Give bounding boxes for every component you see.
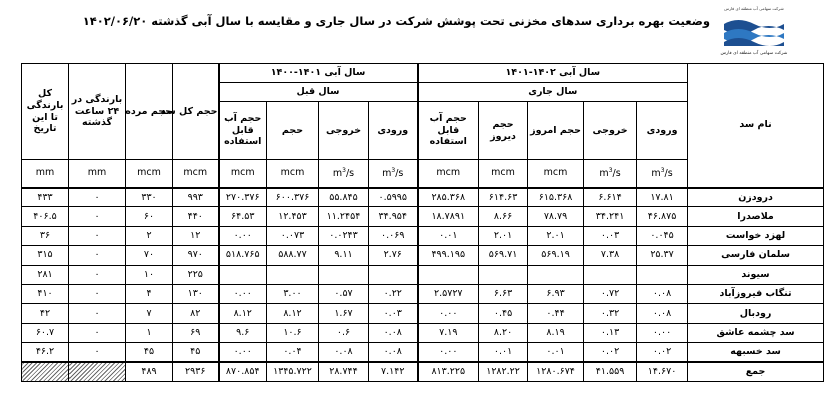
cell-c-yest: ۰.۴۵ [479,304,528,323]
cell-c-today: ۰.۰۱ [528,343,584,362]
header-c-volume-yesterday: حجم دیروز [479,102,528,160]
cell-name: سلمان فارسی [688,246,824,265]
cell-p-out [319,265,369,284]
table-row [22,265,824,284]
cell-p-in: ۰.۰۳ [369,304,418,323]
cell-c-use: ۰.۰۰ [418,304,479,323]
cell-c-today: ۷۸.۷۹ [528,207,584,226]
unit-rain24: mm [69,160,126,188]
cell-c-use: ۲.۵۷۲۷ [418,284,479,303]
cell-c-in: ۰.۰۸ [637,304,688,323]
cell-p-vol [267,265,319,284]
table-row [22,323,824,342]
cell-c-in [637,265,688,284]
cell-rain24: ۰ [69,284,126,303]
cell-c-in: ۰.۰۲ [637,343,688,362]
cell-c-out: ۰.۱۳ [584,323,637,342]
cell-p-in: ۳۴.۹۵۴ [369,207,418,226]
cell-c-use: ۴۹۹.۱۹۵ [418,246,479,265]
cell-c-yest: ۸.۶۶ [479,207,528,226]
cell-p-out: ۲۸.۷۴۴ [319,362,369,381]
cell-rain24: ۰ [69,207,126,226]
cell-total: ۲۲۵ [173,265,219,284]
cell-c-out: ۳۴.۲۴۱ [584,207,637,226]
cell-c-in: ۴۶.۸۷۵ [637,207,688,226]
header-year-current: سال آبی ۱۴۰۲-۱۴۰۱ [418,64,688,83]
cell-p-use [219,265,267,284]
cell-c-in: ۲۵.۳۷ [637,246,688,265]
header-c-outflow: خروجی [584,102,637,160]
cell-p-use: ۹.۶ [219,323,267,342]
cell-c-in: ۰.۰۴۵ [637,226,688,245]
cell-p-vol: ۱۰.۶ [267,323,319,342]
cell-name: ملاصدرا [688,207,824,226]
logo-text-bottom: شرکت سهامی آب منطقه ای فارس [720,51,788,56]
header-c-inflow: ورودی [637,102,688,160]
cell-c-use: ۷.۱۹ [418,323,479,342]
table-row [22,188,824,207]
cell-p-in [369,265,418,284]
unit-p-vol: mcm [267,160,319,188]
cell-dead: ۱ [126,323,173,342]
cell-c-use: ۸۱۳.۲۲۵ [418,362,479,381]
cell-dead: ۳۳۰ [126,188,173,207]
cell-total: ۸۲ [173,304,219,323]
cell-p-vol: ۱۳۴۵.۷۲۲ [267,362,319,381]
cell-c-use [418,265,479,284]
cell-c-today: ۶۱۵.۳۶۸ [528,188,584,207]
header-previous-label: سال قبل [219,83,418,102]
cell-c-today: ۶.۹۳ [528,284,584,303]
header-dam-name: نام سد [688,64,824,188]
cell-p-vol: ۰.۰۴ [267,343,319,362]
cell-total: ۴۴۰ [173,207,219,226]
cell-dead: ۷۰ [126,246,173,265]
page-title: وضعیت بهره برداری سدهای مخزنی تحت پوشش شرکت در سال جاری و مقایسه با سال آبی گذشته ۱۴۰۲/۰۶/۲۰ [82,14,710,28]
cell-c-in: ۰.۰۰ [637,323,688,342]
unit-c-use: mcm [418,160,479,188]
cell-p-use: ۵۱۸.۷۶۵ [219,246,267,265]
table-row [22,284,824,303]
cell-name: سد چشمه عاشق [688,323,824,342]
cell-rain24: ۰ [69,246,126,265]
cell-c-use: ۰.۰۰ [418,343,479,362]
cell-p-use: ۸۷۰.۸۵۴ [219,362,267,381]
cell-name: رودبال [688,304,824,323]
header-c-volume-today: حجم امروز [528,102,584,160]
cell-total: ۱۳۰ [173,284,219,303]
cell-p-use: ۸.۱۲ [219,304,267,323]
cell-c-out: ۰.۰۲ [584,343,637,362]
cell-rain24: ۰ [69,226,126,245]
cell-c-today [528,265,584,284]
cell-rain [22,362,69,381]
cell-rain: ۴۶.۲ [22,343,69,362]
cell-name: جمع [688,362,824,381]
cell-c-out: ۶.۶۱۴ [584,188,637,207]
cell-c-yest: ۶۱۴.۶۳ [479,188,528,207]
cell-c-yest: ۸.۲۰ [479,323,528,342]
cell-rain: ۴۱۰ [22,284,69,303]
cell-c-today: ۲.۰۱ [528,226,584,245]
cell-c-out [584,265,637,284]
cell-p-out: ۵۵.۸۴۵ [319,188,369,207]
cell-dead: ۲ [126,226,173,245]
cell-name: سیوند [688,265,824,284]
cell-p-use: ۰.۰۰ [219,226,267,245]
cell-p-use: ۰.۰۰ [219,343,267,362]
cell-p-out: ۰.۵۷ [319,284,369,303]
cell-p-vol: ۰.۰۷۳ [267,226,319,245]
cell-rain: ۳۱۵ [22,246,69,265]
cell-p-in: ۰.۵۹۹۵ [369,188,418,207]
cell-rain: ۴۲ [22,304,69,323]
cell-total: ۴۵ [173,343,219,362]
cell-rain: ۴۳۳ [22,188,69,207]
cell-name: درودزن [688,188,824,207]
cell-c-today: ۱۲۸۰.۶۷۴ [528,362,584,381]
unit-p-inflow: $m^3/s$ [369,160,418,188]
cell-p-vol: ۳.۰۰ [267,284,319,303]
cell-c-yest [479,265,528,284]
cell-c-yest: ۲.۰۱ [479,226,528,245]
cell-p-in: ۰.۲۲ [369,284,418,303]
cell-c-use: ۲۸۵.۳۶۸ [418,188,479,207]
cell-dead: ۴ [126,284,173,303]
unit-c-inflow: $m^3/s$ [637,160,688,188]
table-row [22,304,824,323]
table-row [22,246,824,265]
cell-p-in: ۰.۰۸ [369,323,418,342]
cell-c-out: ۰.۰۳ [584,226,637,245]
cell-c-out: ۴۱.۵۵۹ [584,362,637,381]
cell-c-yest: ۵۶۹.۷۱ [479,246,528,265]
cell-dead: ۶۰ [126,207,173,226]
cell-p-in: ۲.۷۶ [369,246,418,265]
cell-p-use: ۲۷۰.۳۷۶ [219,188,267,207]
cell-rain24: ۰ [69,323,126,342]
cell-c-in: ۱۷.۸۱ [637,188,688,207]
cell-p-out: ۱.۶۷ [319,304,369,323]
cell-rain24 [69,362,126,381]
company-logo [716,2,792,56]
dam-status-table [21,63,824,382]
table-row [22,207,824,226]
unit-c-today: mcm [528,160,584,188]
cell-p-in: ۷.۱۴۲ [369,362,418,381]
cell-c-out: ۰.۷۲ [584,284,637,303]
cell-total: ۶۹ [173,323,219,342]
cell-dead: ۴۸۹ [126,362,173,381]
cell-p-out: ۰.۰۸ [319,343,369,362]
header-rain-24h: بارندگی در ۲۴ ساعت گذشته [69,64,126,160]
cell-rain24: ۰ [69,343,126,362]
cell-rain: ۴۰۶.۵ [22,207,69,226]
cell-rain24: ۰ [69,304,126,323]
cell-rain: ۲۸۱ [22,265,69,284]
cell-p-vol: ۵۸۸.۷۷ [267,246,319,265]
header-total-volume: حجم کل سد [173,64,219,160]
cell-p-in: ۰.۰۶۹ [369,226,418,245]
cell-rain24: ۰ [69,265,126,284]
cell-c-today: ۵۶۹.۱۹ [528,246,584,265]
header-year-previous: سال آبی ۱۴۰۱-۱۴۰۰ [219,64,418,83]
unit-dead: mcm [126,160,173,188]
cell-p-use: ۰.۰۰ [219,284,267,303]
header-p-usable: حجم آب قابل استفاده [219,102,267,160]
cell-p-vol: ۶۰۰.۳۷۶ [267,188,319,207]
cell-c-yest: ۶.۶۳ [479,284,528,303]
cell-dead: ۱۰ [126,265,173,284]
cell-name: سد خسبهه [688,343,824,362]
cell-total: ۹۷۰ [173,246,219,265]
cell-c-out: ۰.۳۲ [584,304,637,323]
header-p-inflow: ورودی [369,102,418,160]
cell-rain24: ۰ [69,188,126,207]
cell-rain: ۶۰.۷ [22,323,69,342]
cell-p-vol: ۱۲.۴۵۳ [267,207,319,226]
unit-c-yest: mcm [479,160,528,188]
cell-c-today: ۰.۴۴ [528,304,584,323]
table-row [22,226,824,245]
cell-name: تنگاب فیروزآباد [688,284,824,303]
unit-rain: mm [22,160,69,188]
header-rain-total: کل بارندگی تا این تاریخ [22,64,69,160]
cell-dead: ۴۵ [126,343,173,362]
unit-p-use: mcm [219,160,267,188]
cell-c-in: ۰.۰۸ [637,284,688,303]
cell-c-yest: ۱۲۸۲.۲۲ [479,362,528,381]
unit-p-outflow: $m^3/s$ [319,160,369,188]
cell-c-out: ۷.۳۸ [584,246,637,265]
header-dead-volume: حجم مرده [126,64,173,160]
unit-total: mcm [173,160,219,188]
cell-c-in: ۱۴.۶۷۰ [637,362,688,381]
cell-total: ۱۲ [173,226,219,245]
cell-c-use: ۱۸.۷۸۹۱ [418,207,479,226]
cell-dead: ۷ [126,304,173,323]
header-p-volume: حجم [267,102,319,160]
cell-p-out: ۱۱.۲۴۵۴ [319,207,369,226]
cell-c-use: ۰.۰۱ [418,226,479,245]
cell-p-in: ۰.۰۸ [369,343,418,362]
cell-p-out: ۰.۰۲۴۳ [319,226,369,245]
cell-rain: ۳۶ [22,226,69,245]
cell-p-out: ۰.۶ [319,323,369,342]
header-c-usable: حجم آب قابل استفاده [418,102,479,160]
header-p-outflow: خروجی [319,102,369,160]
logo-text-top: شرکت سهامی آب منطقه ای فارس [724,6,784,11]
cell-p-use: ۶۴.۵۳ [219,207,267,226]
cell-c-today: ۸.۱۹ [528,323,584,342]
total-row [22,362,824,381]
cell-name: لهزد خواست [688,226,824,245]
cell-p-out: ۹.۱۱ [319,246,369,265]
header-current-label: سال جاری [418,83,688,102]
table-row [22,343,824,362]
cell-total: ۹۹۳ [173,188,219,207]
cell-p-vol: ۸.۱۲ [267,304,319,323]
cell-c-yest: ۰.۰۱ [479,343,528,362]
unit-c-outflow: $m^3/s$ [584,160,637,188]
cell-total: ۲۹۳۶ [173,362,219,381]
